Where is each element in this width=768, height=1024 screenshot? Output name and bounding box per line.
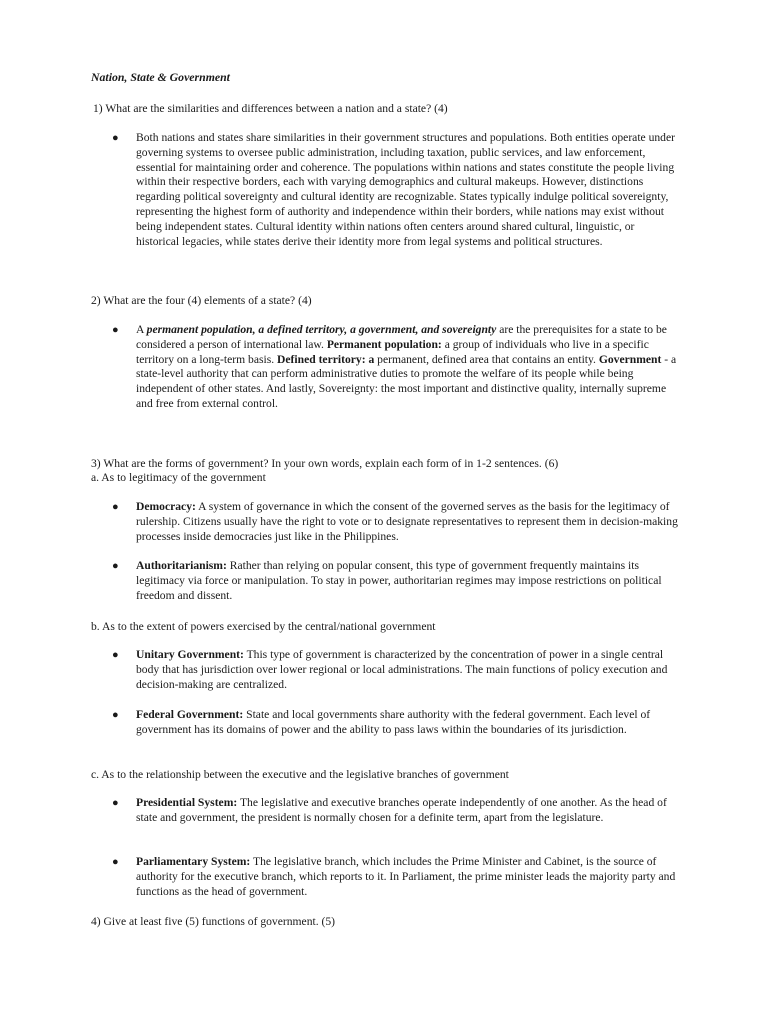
bullet-icon: ● (112, 856, 119, 868)
q3-democracy-item (112, 500, 680, 544)
q2-answer-item (112, 323, 680, 412)
authoritarianism-text: Authoritarianism: Rather than relying on popular consent, this type of government frequently maintains its legitimacy via force or manipulation. To stay in power, authoritarian regimes may impose restrictions on political freedom and dissent. (136, 559, 662, 602)
bullet-icon: ● (112, 797, 119, 809)
q3-federal-item (112, 708, 680, 738)
bullet-icon: ● (112, 132, 119, 144)
bullet-icon: ● (112, 649, 119, 661)
q3-presidential-item (112, 796, 680, 826)
q3-unitary-item (112, 648, 680, 692)
q3-parliamentary-item (112, 855, 680, 899)
q3-authoritarianism-item (112, 559, 680, 603)
question-1: 1) What are the similarities and differences between a nation and a state? (4) (93, 102, 448, 115)
q1-answer-item (112, 131, 680, 249)
q3-subheading-b: b. As to the extent of powers exercised by the central/national government (91, 620, 436, 633)
question-4: 4) Give at least five (5) functions of government. (5) (91, 915, 336, 928)
q1-answer-text: Both nations and states share similarities in their government structures and populations. Both entities operate under governing systems to oversee public administration, including taxation, public services, and law enforcement, essential for maintaining order and coherence. The populations within nations and states constitute the people living within their respective borders, each with varying demographics and cultural makeups. However, distinctions regarding political sovereignty and cultural identity are recognizable. States typically indulge political sovereignty, representing the highest form of authority and independence within their borders, while nations may exist without being independent states. Cultural identity within nations often centers around shared cultural, linguistic, or historical legacies, while states derive their identity more from legal systems and political structures. (136, 131, 675, 248)
democracy-text: Democracy: A system of governance in which the consent of the governed serves as the basis for the legitimacy of rulership. Citizens usually have the right to vote or to designate representatives to represent them in decision-making processes inside democracies just like in the Philippines. (136, 500, 678, 543)
document-title: Nation, State & Government (91, 70, 230, 84)
q3-subheading-a: a. As to legitimacy of the government (91, 471, 266, 484)
q3-subheading-c: c. As to the relationship between the executive and the legislative branches of government (91, 768, 509, 781)
bullet-icon: ● (112, 709, 119, 721)
question-2: 2) What are the four (4) elements of a state? (4) (91, 294, 312, 307)
question-3: 3) What are the forms of government? In your own words, explain each form of in 1-2 sentences. (6) (91, 457, 559, 470)
bullet-icon: ● (112, 324, 119, 336)
parliamentary-text: Parliamentary System: The legislative branch, which includes the Prime Minister and Cabinet, is the source of authority for the executive branch, which reports to it. In Parliament, the prime minister leads the majority party and functions as the head of government. (136, 855, 676, 898)
unitary-text: Unitary Government: This type of government is characterized by the concentration of power in a single central body that has jurisdiction over lower regional or local administrations. The main functions of policy execution and decision-making are centralized. (136, 648, 668, 691)
presidential-text: Presidential System: The legislative and executive branches operate independently of one another. As the head of state and government, the president is normally chosen for a definite term, apart from the legislature. (136, 796, 667, 824)
bullet-icon: ● (112, 560, 119, 572)
federal-text: Federal Government: State and local governments share authority with the federal government. Each level of government has its domains of power and the ability to pass laws within the boundaries of its jurisdiction. (136, 708, 651, 736)
bullet-icon: ● (112, 501, 119, 513)
q2-answer-text: A permanent population, a defined territory, a government, and sovereignty are the prerequisites for a state to be considered a person of international law. Permanent population: a group of individuals who live in a specific territory on a long-term basis. Defined territory: a permanent, defined area that contains an entity. Government - a state-level authority that can perform administrative duties to promote the welfare of its people while being independent of other states. And lastly, Sovereignty: the most important and distinctive quality, internally supreme and free from external control. (136, 323, 677, 410)
